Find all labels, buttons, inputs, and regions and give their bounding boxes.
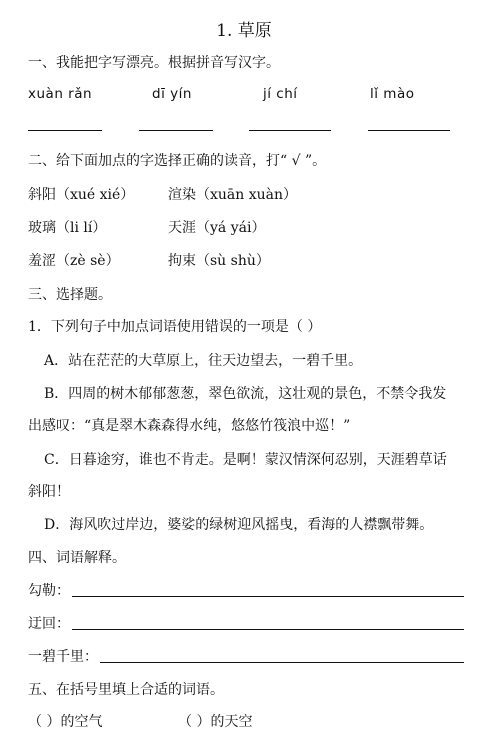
reading-item-6[interactable]: 拘束（sù shù） (168, 253, 270, 269)
answer-line-4[interactable] (368, 130, 450, 131)
pinyin-2: dī yín (152, 86, 192, 102)
fill-blank-2[interactable]: （ ）的天空 (178, 714, 253, 730)
term-3-answer-line[interactable] (100, 662, 464, 663)
section-5-heading: 五、在括号里填上合适的词语。 (28, 682, 224, 698)
term-1-label: 勾勒： (28, 583, 70, 599)
term-2-label: 迂回： (28, 616, 70, 632)
section-4-heading: 四、词语解释。 (28, 550, 126, 566)
answer-line-1[interactable] (28, 130, 102, 131)
term-2-answer-line[interactable] (72, 629, 464, 630)
term-1-answer-line[interactable] (72, 596, 464, 597)
option-c[interactable]: C．日暮途穷，谁也不肯走。是啊！蒙汉情深何忍别，天涯碧草话 (44, 452, 447, 468)
reading-item-5[interactable]: 羞涩（zè sè） (28, 253, 120, 269)
pinyin-3: jí chí (263, 86, 298, 102)
reading-item-2[interactable]: 渲染（xuān xuàn） (168, 187, 298, 203)
option-c-continued: 斜阳！ (28, 484, 70, 500)
option-a[interactable]: A．站在茫茫的大草原上，往天边望去，一碧千里。 (44, 353, 363, 369)
question-1: 1．下列句子中加点词语使用错误的一项是（ ） (28, 319, 322, 335)
pinyin-1: xuàn rǎn (28, 86, 93, 102)
section-3-heading: 三、选择题。 (28, 287, 112, 303)
pinyin-4: lǐ mào (370, 86, 415, 102)
reading-item-4[interactable]: 天涯（yá yái） (168, 220, 266, 236)
option-b[interactable]: B．四周的树木郁郁葱葱，翠色欲流，这壮观的景色，不禁令我发 (44, 386, 447, 402)
option-b-continued: 出感叹：“真是翠木森森得水纯，悠悠竹筏浪中巡！” (28, 418, 351, 434)
section-1-heading: 一、我能把字写漂亮。根据拼音写汉字。 (28, 55, 280, 71)
answer-line-2[interactable] (139, 130, 213, 131)
page-title: 1. 草原 (216, 21, 272, 41)
reading-item-1[interactable]: 斜阳（xué xié） (28, 187, 135, 203)
fill-blank-1[interactable]: （ ）的空气 (28, 714, 103, 730)
option-d[interactable]: D．海风吹过岸边，婆娑的绿树迎风摇曳，看海的人襟飘带舞。 (44, 517, 434, 533)
reading-item-3[interactable]: 玻璃（li lí） (28, 220, 107, 236)
term-3-label: 一碧千里： (28, 649, 98, 665)
section-2-heading: 二、给下面加点的字选择正确的读音，打“ √ ”。 (28, 153, 327, 169)
answer-line-3[interactable] (249, 130, 331, 131)
